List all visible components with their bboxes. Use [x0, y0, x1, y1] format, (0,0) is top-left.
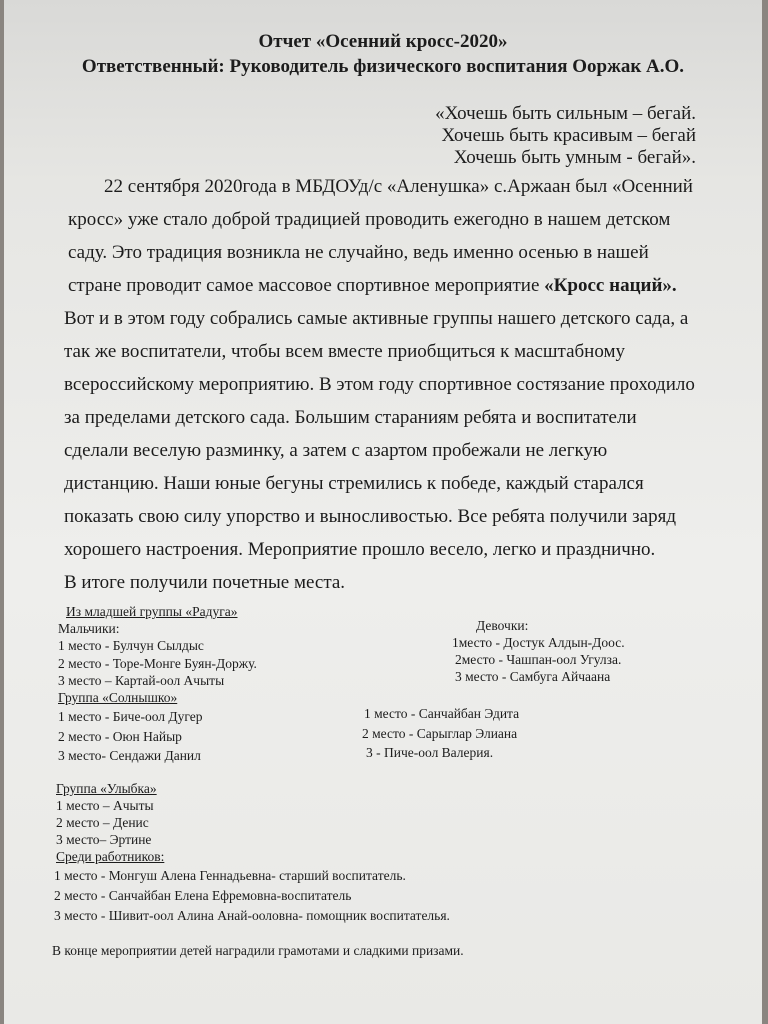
body-line: за пределами детского сада. Большим стараниям ребята и воспитатели	[64, 407, 637, 428]
raduga-boy-place: 2 место - Торе-Монге Буян-Доржу.	[58, 656, 257, 671]
body-line-text: стране проводит самое массовое спортивное мероприятие	[68, 275, 545, 296]
solnyshko-boy-place: 1 место - Биче-оол Дугер	[58, 709, 203, 724]
solnyshko-girl-place: 1 место - Санчайбан Эдита	[364, 706, 520, 721]
body-line: Вот и в этом году собрались самые активные группы нашего детского сада, а	[64, 308, 689, 329]
ulybka-place: 2 место – Денис	[56, 815, 149, 830]
body-line: В итоге получили почетные места.	[64, 572, 346, 593]
ulybka-heading: Группа «Улыбка»	[56, 781, 157, 796]
body-line: кросс» уже стало доброй традицией проводить ежегодно в нашем детском	[68, 209, 671, 230]
epigraph-line: Хочешь быть красивым – бегай	[441, 125, 696, 146]
solnyshko-girl-place: 3 - Пиче-оол Валерия.	[366, 745, 494, 760]
girls-label: Девочки:	[476, 618, 529, 633]
solnyshko-boy-place: 3 место- Сендажи Данил	[58, 748, 201, 763]
cross-of-nations-phrase: «Кросс наций».	[544, 275, 677, 296]
staff-place: 3 место - Шивит-оол Алина Анай-ооловна- помощник воспитателья.	[54, 908, 450, 923]
body-line: хорошего настроения. Мероприятие прошло весело, легко и празднично.	[64, 539, 656, 560]
staff-heading: Среди работников:	[56, 849, 165, 864]
raduga-girl-place: 1место - Достук Алдын-Доос.	[452, 635, 625, 650]
staff-place: 2 место - Санчайбан Елена Ефремовна-воспитатель	[54, 888, 352, 903]
ulybka-place: 3 место– Эртине	[56, 832, 152, 847]
epigraph-line: Хочешь быть умным - бегай».	[453, 147, 696, 168]
staff-place: 1 место - Монгуш Алена Геннадьевна- старший воспитатель.	[54, 868, 406, 883]
closing-note: В конце мероприятии детей наградили грамотами и сладкими призами.	[52, 943, 464, 958]
body-line: сделали веселую разминку, а затем с азартом пробежали не легкую	[64, 440, 608, 461]
body-line	[64, 269, 724, 302]
body-line: 22 сентября 2020года в МБДОУд/с «Аленушка» с.Аржаан был «Осенний	[104, 176, 693, 197]
raduga-heading: Из младшей группы «Радуга»	[66, 604, 238, 619]
report-body	[64, 170, 724, 599]
body-line: саду. Это традиция возникла не случайно, ведь именно осенью в нашей	[68, 242, 649, 263]
epigraph	[435, 103, 696, 169]
solnyshko-boy-place: 2 место - Оюн Найыр	[58, 729, 182, 744]
body-line: показать свою силу упорство и выносливостью. Все ребята получили заряд	[64, 506, 677, 527]
raduga-boy-place: 3 место – Картай-оол Ачыты	[58, 673, 225, 688]
report-responsible: Ответственный: Руководитель физического воспитания Ооржак А.О.	[81, 56, 685, 77]
body-line: дистанцию. Наши юные бегуны стремились к победе, каждый старался	[64, 473, 644, 494]
boys-label: Мальчики:	[58, 621, 120, 636]
epigraph-line: «Хочешь быть сильным – бегай.	[435, 103, 696, 124]
document-page	[4, 0, 762, 1024]
ulybka-place: 1 место – Ачыты	[56, 798, 154, 813]
raduga-boy-place: 1 место - Булчун Сылдыс	[58, 638, 204, 653]
body-line: так же воспитатели, чтобы всем вместе приобщиться к масштабному	[64, 341, 626, 362]
report-title: Отчет «Осенний кросс-2020»	[258, 31, 508, 52]
raduga-girl-place: 3 место - Самбуга Айчаана	[455, 669, 611, 684]
body-line: всероссийскому мероприятию. В этом году спортивное состязание проходило	[64, 374, 695, 395]
solnyshko-heading: Группа «Солнышко»	[58, 690, 178, 705]
solnyshko-girl-place: 2 место - Сарыглар Элиана	[362, 726, 518, 741]
raduga-girl-place: 2место - Чашпан-оол Угулза.	[455, 652, 622, 667]
